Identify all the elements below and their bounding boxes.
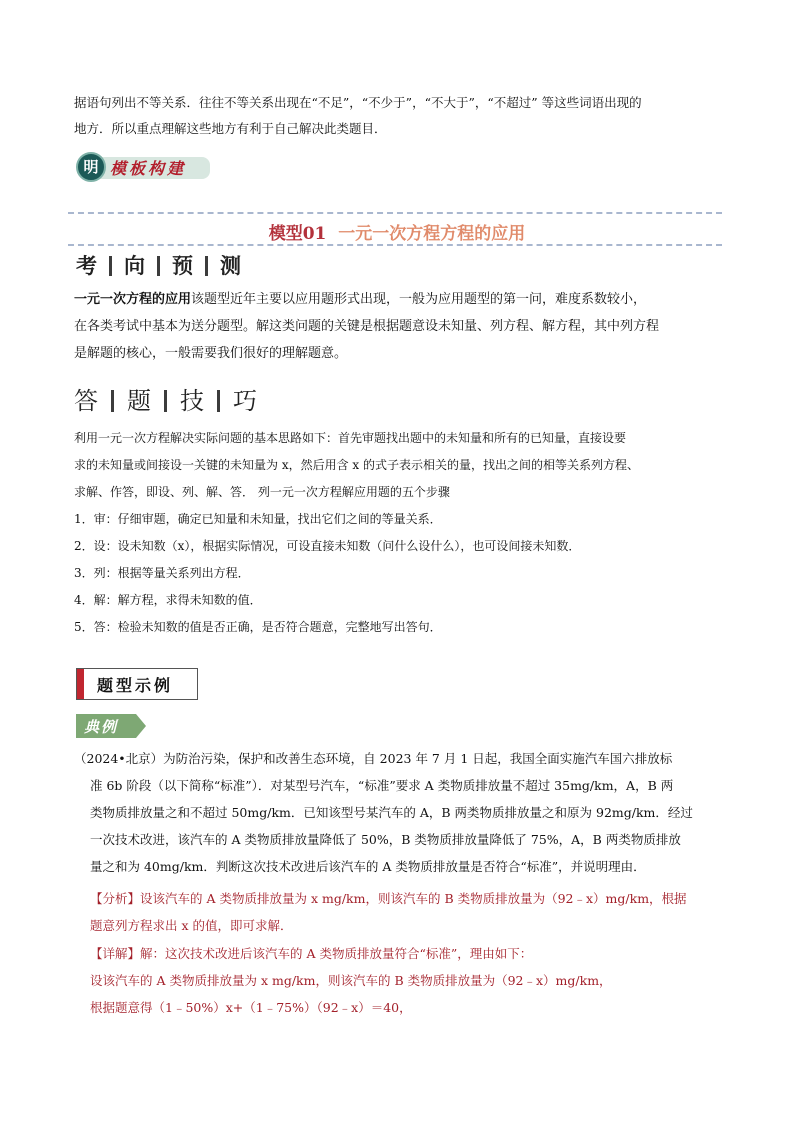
example-line-2: 准 6b 阶段（以下简称“标准”）．对某型号汽车，“标准”要求 A 类物质排放量不超过 35mg/km，A，B 两 [90,778,674,793]
model-title [0,219,794,244]
model-prefix: 模型01 [268,224,327,244]
example-line-3: 类物质排放量之和不超过 50mg/km．已知该型号某汽车的 A，B 两类物质排放量之和原为 92mg/km．经过 [90,805,693,820]
example-line-1: （2024•北京）为防治污染，保护和改善生态环境，自 2023 年 7 月 1 日起，我国全面实施汽车国六排放标 [74,751,673,766]
banner-badge: 明 [76,152,106,182]
tips-heading [74,381,257,416]
tips-heading-char-2: 题 [127,387,151,415]
analysis-line-2: 题意列方程求出 x 的值，即可求解． [90,918,293,933]
tips-line-1: 利用一元一次方程解决实际问题的基本思路如下：首先审题找出题中的未知量和所有的已知量，直接设要 [74,431,627,445]
banner-label: 模板构建 [110,159,187,178]
typical-example-tag [76,714,136,738]
forecast-line-3: 是解题的核心，一般需要我们很好的理解题意。 [74,346,348,361]
template-construction-banner [74,150,212,184]
example-type-label: 题型示例 [97,676,174,695]
step-3: 3．列：根据等量关系列出方程． [74,566,250,580]
forecast-heading-char-2: 向 [124,253,145,278]
intro-line-1: 据语句列出不等关系．往往不等关系出现在“不足”，“不少于”，“不大于”，“不超过” 等这些词语出现的 [74,95,642,110]
tips-heading-char-1: 答 [74,387,98,415]
detail-line-2: 设该汽车的 A 类物质排放量为 x mg/km，则该汽车的 B 类物质排放量为（92﹣x）mg/km， [90,973,612,988]
forecast-heading-char-3: 预 [172,253,193,278]
example-line-4: 一次技术改进，该汽车的 A 类物质排放量降低了 50%，B 类物质排放量降低了 75%，A，B 两类物质排放 [90,832,681,847]
detail-line-3: 根据题意得（1﹣50%）x+（1﹣75%）（92﹣x）＝40， [90,1000,412,1015]
example-type-box [76,668,198,700]
divider-bottom [68,244,722,246]
tips-heading-char-3: 技 [180,387,204,415]
step-4: 4．解：解方程，求得未知数的值． [74,593,262,607]
intro-line-2: 地方．所以重点理解这些地方有利于自己解决此类题目． [74,121,387,136]
tips-line-2: 求的未知量或间接设一关键的未知量为 x，然后用含 x 的式子表示相关的量，找出之间的相等关系列方程、 [74,458,639,472]
example-line-5: 量之和为 40mg/km．判断这次技术改进后该汽车的 A 类物质排放量是否符合“标准”，并说明理由． [90,859,646,874]
forecast-line-1: 一元一次方程的应用该题型近年主要以应用题形式出现，一般为应用题型的第一问，难度系数较小， [74,292,647,307]
divider-top [68,212,722,214]
step-5: 5．答：检验未知数的值是否正确，是否符合题意，完整地写出答句． [74,620,442,634]
tips-heading-char-4: 巧 [233,387,257,415]
forecast-heading-char-1: 考 [76,253,97,278]
detail-line-1: 【详解】解：这次技术改进后该汽车的 A 类物质排放量符合“标准”，理由如下： [90,946,533,961]
forecast-lead: 一元一次方程的应用 [74,292,192,307]
typical-example-label: 典例 [84,718,119,736]
forecast-line-2: 在各类考试中基本为送分题型。解这类问题的关键是根据题意设未知量、列方程、解方程，其中列方程 [74,319,660,334]
forecast-heading [76,250,241,280]
forecast-heading-char-4: 测 [220,253,241,278]
analysis-line-1: 【分析】设该汽车的 A 类物质排放量为 x mg/km，则该汽车的 B 类物质排放量为（92﹣x）mg/km，根据 [90,891,687,906]
step-2: 2．设：设未知数（x），根据实际情况，可设直接未知数（问什么设什么），也可设间接未知数． [74,539,581,553]
step-1: 1．审：仔细审题，确定已知量和未知量，找出它们之间的等量关系． [74,512,442,526]
tips-line-3: 求解、作答，即设、列、解、答． 列一元一次方程解应用题的五个步骤 [74,485,450,499]
model-name: 一元一次方程方程的应用 [338,224,526,244]
